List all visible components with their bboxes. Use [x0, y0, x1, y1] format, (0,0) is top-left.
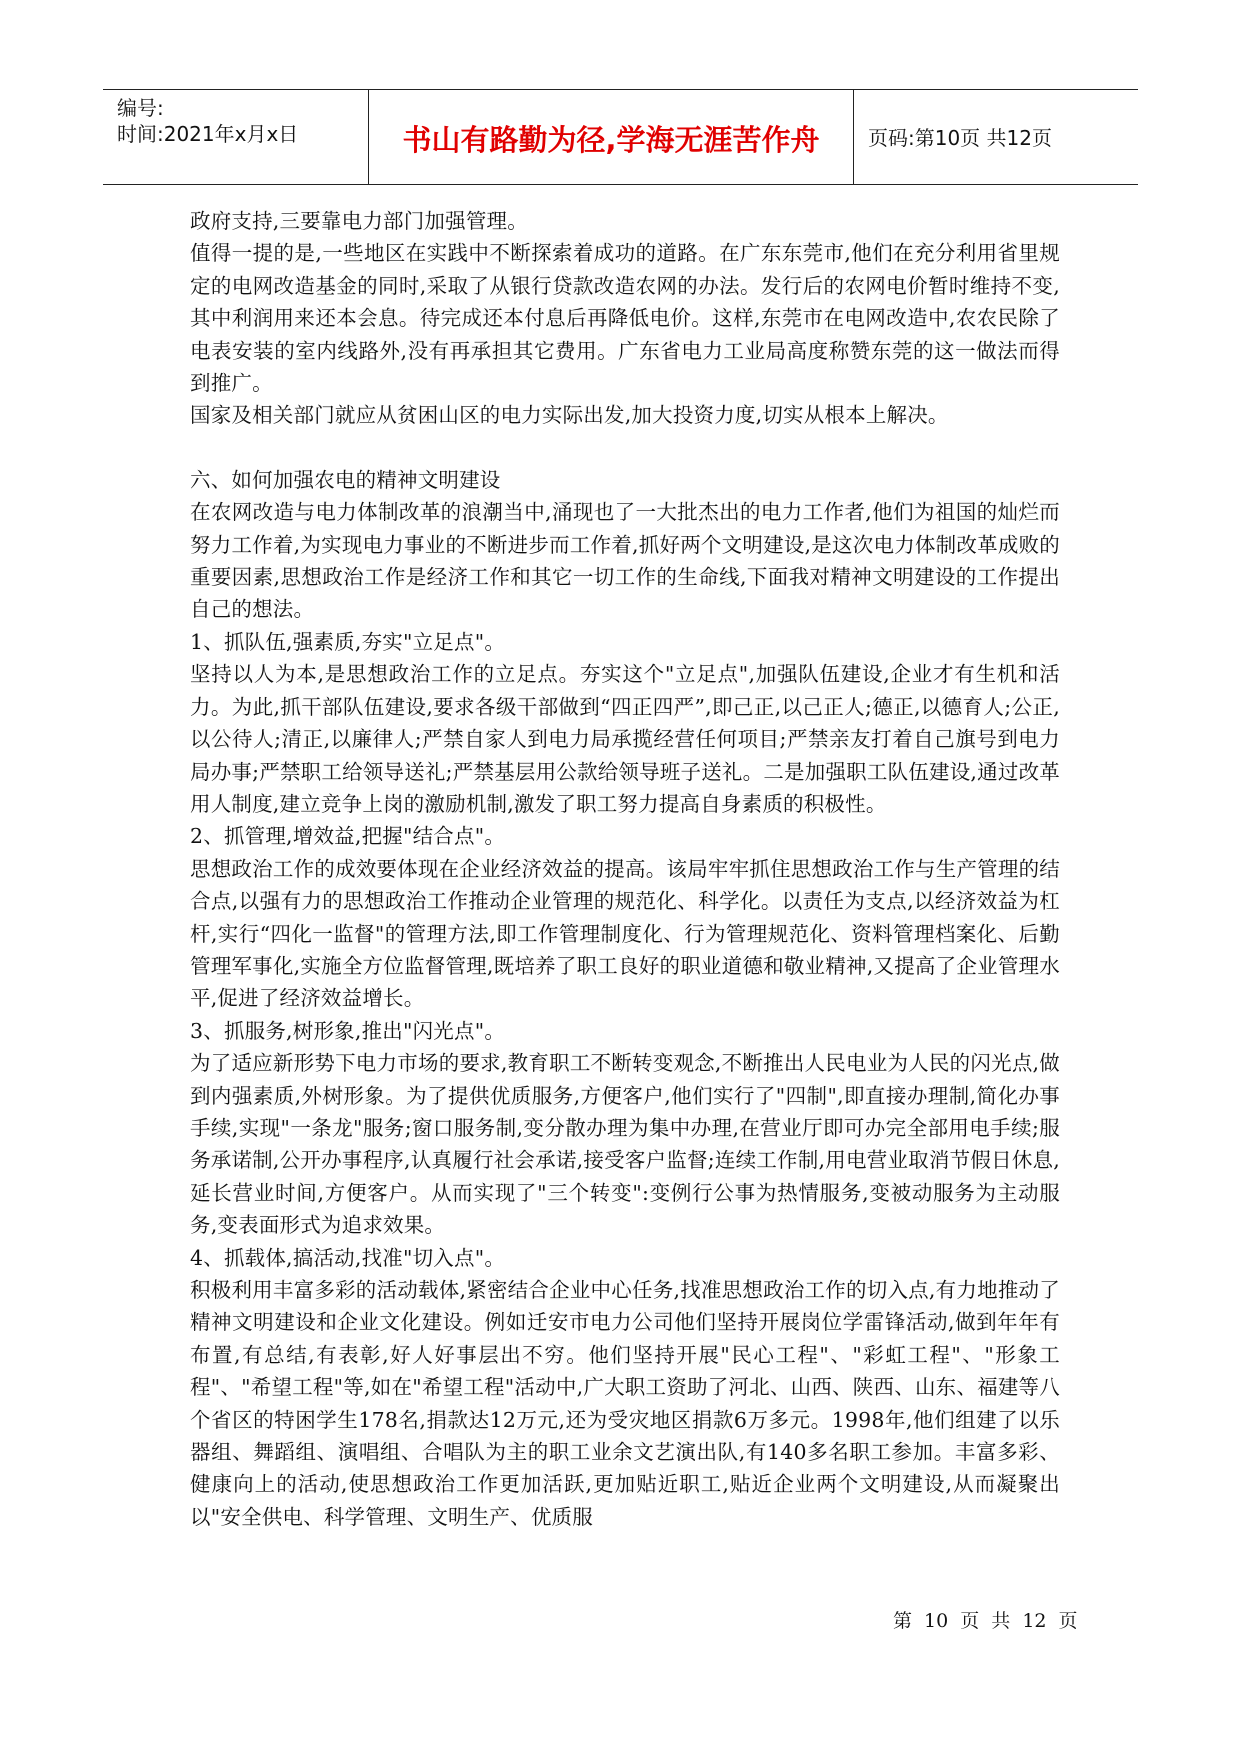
header-middle-cell	[369, 90, 854, 184]
paragraph: 值得一提的是,一些地区在实践中不断探索着成功的道路。在广东东莞市,他们在充分利用省里规定的电网改造基金的同时,采取了从银行贷款改造农网的办法。发行后的农网电价暂时维持不变,其中利润用来还本会息。待完成还本付息后再降低电价。这样,东莞市在电网改造中,农农民除了电表安装的室内线路外,没有再承担其它费用。广东省电力工业局高度称赞东莞的这一做法而得到推广。	[190, 241, 1060, 396]
subheading: 1、抓队伍,强素质,夯实"立足点"。	[190, 629, 506, 654]
blank-line	[190, 432, 1060, 464]
paragraph: 为了适应新形势下电力市场的要求,教育职工不断转变观念,不断推出人民电业为人民的闪光点,做到内强素质,外树形象。为了提供优质服务,方便客户,他们实行了"四制",即直接办理制,简化办事手续,实现"一条龙"服务;窗口服务制,变分散办理为集中办理,在营业厅即可办完全部用电手续;服务承诺制,公开办事程序,认真履行社会承诺,接受客户监督;连续工作制,用电营业取消节假日休息,延长营业时间,方便客户。从而实现了"三个转变":变例行公事为热情服务,变被动服务为主动服务,变表面形式为追求效果。	[190, 1051, 1060, 1238]
paragraph: 思想政治工作的成效要体现在企业经济效益的提高。该局牢牢抓住思想政治工作与生产管理的结合点,以强有力的思想政治工作推动企业管理的规范化、科学化。以责任为支点,以经济效益为杠杆,实行“四化一监督"的管理方法,即工作管理制度化、行为管理规范化、资料管理档案化、后勤管理军事化,实施全方位监督管理,既培养了职工良好的职业道德和敬业精神,又提高了企业管理水平,促进了经济效益增长。	[190, 856, 1060, 1011]
document-number-label: 编号:	[117, 96, 164, 120]
header-right-cell	[854, 90, 1138, 184]
paragraph: 政府支持,三要靠电力部门加强管理。	[190, 209, 528, 233]
header-motto: 书山有路勤为径,学海无涯苦作舟	[402, 123, 820, 157]
paragraph: 国家及相关部门就应从贫困山区的电力实际出发,加大投资力度,切实从根本上解决。	[190, 403, 949, 428]
paragraph: 在农网改造与电力体制改革的浪潮当中,涌现也了一大批杰出的电力工作者,他们为祖国的灿烂而努力工作着,为实现电力事业的不断进步而工作着,抓好两个文明建设,是这次电力体制改革成败的重要因素,思想政治工作是经济工作和其它一切工作的生命线,下面我对精神文明建设的工作提出自己的想法。	[190, 500, 1060, 622]
section-heading: 六、如何加强农电的精神文明建设	[190, 467, 501, 492]
paragraph: 坚持以人为本,是思想政治工作的立足点。夯实这个"立足点",加强队伍建设,企业才有生机和活力。为此,抓干部队伍建设,要求各级干部做到“四正四严”,即己正,以己正人;德正,以德育人;公正,以公待人;清正,以廉律人;严禁自家人到电力局承揽经营任何项目;严禁亲友打着自己旗号到电力局办事;严禁职工给领导送礼;严禁基层用公款给领导班子送礼。二是加强职工队伍建设,通过改革用人制度,建立竞争上岗的激励机制,激发了职工努力提高自身素质的积极性。	[190, 662, 1060, 816]
paragraph: 积极利用丰富多彩的活动载体,紧密结合企业中心任务,找准思想政治工作的切入点,有力地推动了精神文明建设和企业文化建设。例如迁安市电力公司他们坚持开展岗位学雷锋活动,做到年年有布置,有总结,有表彰,好人好事层出不穷。他们坚持开展"民心工程"、"彩虹工程"、"形象工程"、"希望工程"等,如在"希望工程"活动中,广大职工资助了河北、山西、陕西、山东、福建等八个省区的特困学生178名,捐款达12万元,还为受灾地区捐款6万多元。1998年,他们组建了以乐器组、舞蹈组、演唱组、合唱队为主的职工业余文艺演出队,有140多名职工参加。丰富多彩、健康向上的活动,使思想政治工作更加活跃,更加贴近职工,贴近企业两个文明建设,从而凝聚出以"安全供电、科学管理、文明生产、优质服	[190, 1278, 1060, 1529]
page-header	[103, 89, 1138, 185]
header-page-info: 页码:第10页 共12页	[868, 126, 1052, 150]
document-time-label: 时间:2021年x月x日	[117, 122, 299, 146]
page-footer: 第 10 页 共 12 页	[893, 1610, 1078, 1632]
document-body	[190, 205, 1060, 1533]
subheading: 4、抓载体,搞活动,找准"切入点"。	[190, 1245, 506, 1270]
subheading: 2、抓管理,增效益,把握"结合点"。	[190, 824, 506, 849]
header-left-cell	[103, 90, 369, 184]
subheading: 3、抓服务,树形象,推出"闪光点"。	[190, 1018, 506, 1043]
